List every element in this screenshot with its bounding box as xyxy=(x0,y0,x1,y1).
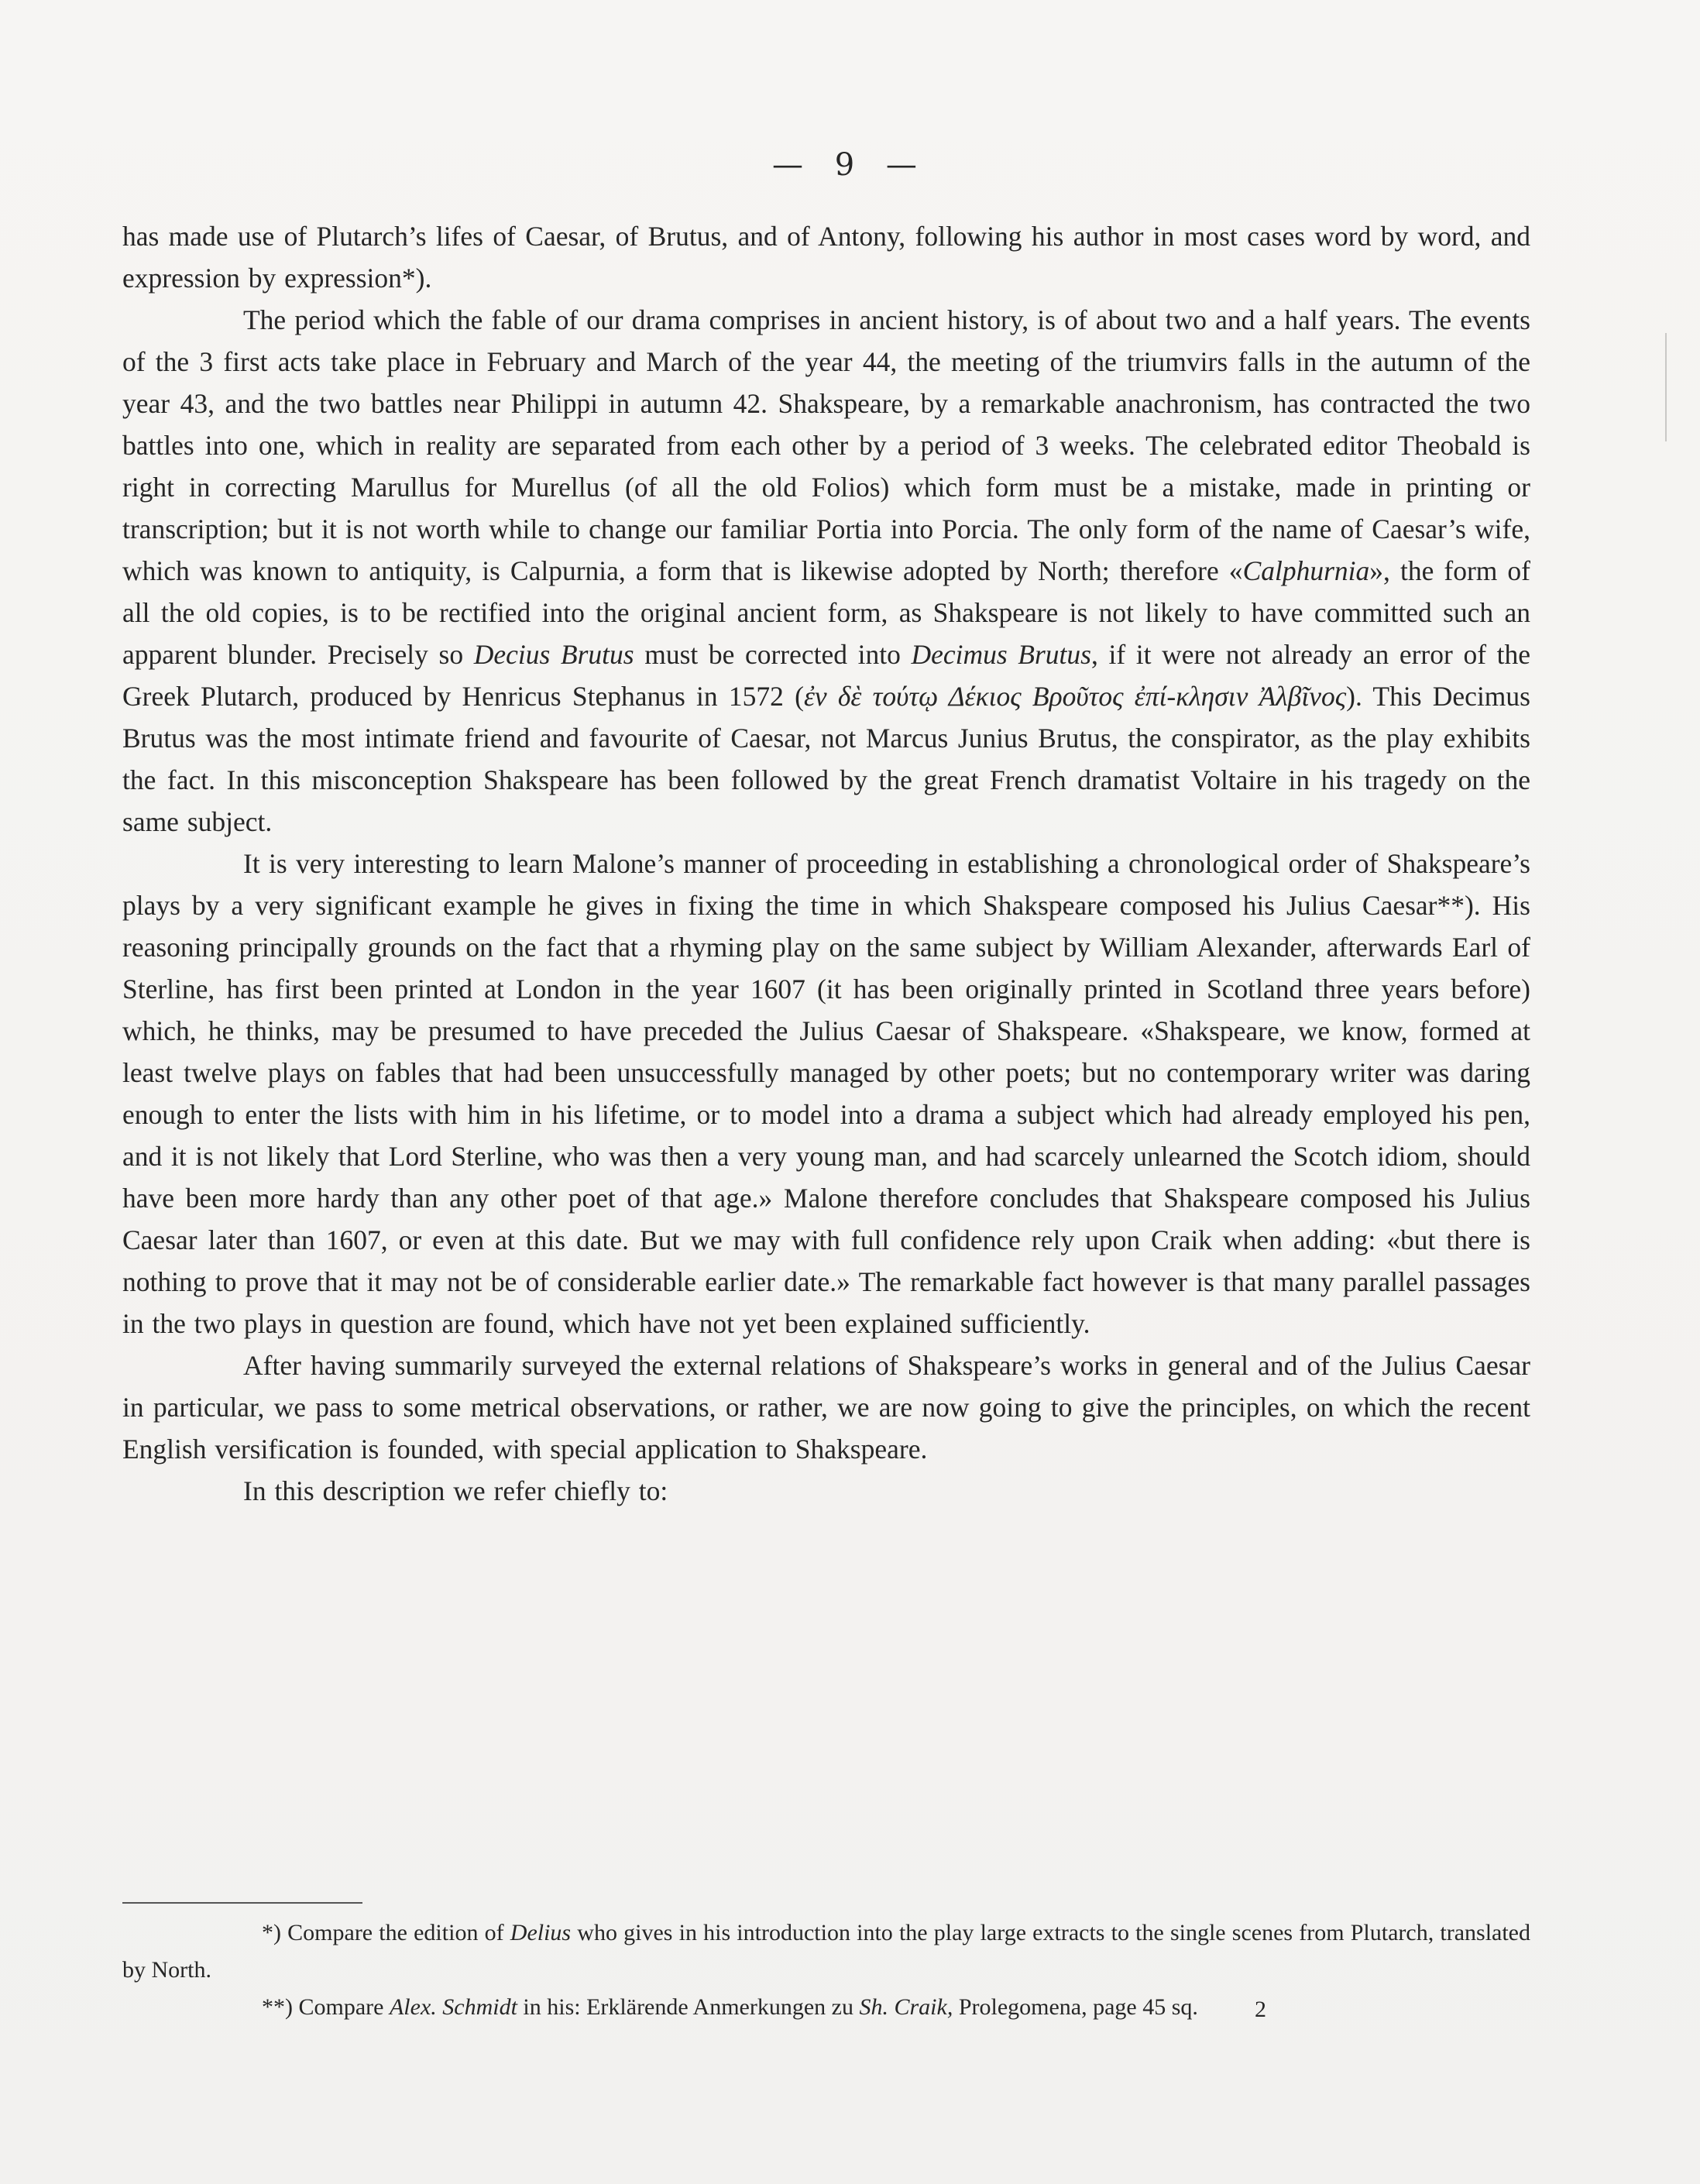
body-text xyxy=(122,215,1530,1512)
scan-artifact xyxy=(1665,333,1667,441)
text-run: Prolegomena, page 45 sq. xyxy=(953,1994,1198,2020)
text-run: , if it were not already an error of the Greek Plutarch, produced by Henricus Stephanus in 1572 ( xyxy=(122,639,1530,712)
text-run: who gives in his introduction into the play large extracts to the single scenes from Plutarch, translated by North. xyxy=(122,1920,1531,1983)
page-number: — 9 — xyxy=(772,147,928,183)
text-run: **) Compare xyxy=(262,1994,390,2020)
italic-text: Calphurnia xyxy=(1242,555,1370,586)
footnote xyxy=(122,1989,1530,2026)
paragraph xyxy=(122,1470,1530,1512)
text-run: must be corrected into xyxy=(634,639,912,670)
italic-text: Delius xyxy=(510,1920,572,1945)
text-run: The period which the fable of our drama comprises in ancient history, is of about two and a half years. The events of the 3 first acts take place in February and March of the year 44, the meeting of the triumvirs falls in the autumn of the year 43, and the two battles near Philippi in autumn 42. Shakspeare, by a remarkable anachronism, has contracted the two battles into one, which in reality are separated from each other by a period of 3 weeks. The celebrated editor Theobald is right in correcting Marullus for Murellus (of all the old Folios) which form must be a mistake, made in printing or transcription; but it is not worth while to change our familiar Portia into Porcia. The only form of the name of Caesar’s wife, which was known to antiquity, is Calpurnia, a form that is likewise adopted by North; therefore « xyxy=(122,304,1530,586)
italic-text: Decimus Brutus xyxy=(911,639,1091,670)
footnotes xyxy=(122,1914,1530,2026)
text-run: After having summarily surveyed the external relations of Shakspeare’s works in general and of the Julius Caesar in particular, we pass to some metrical observations, or rather, we are now going to give the principles, on which the recent English versification is founded, with special application to Shakspeare. xyxy=(122,1350,1530,1465)
paragraph xyxy=(122,1344,1530,1470)
text-run: has made use of Plutarch’s lifes of Caesar, of Brutus, and of Antony, following his author in most cases word by word, and expression by expression*). xyxy=(122,221,1530,294)
text-run: It is very interesting to learn Malone’s manner of proceeding in establishing a chronological order of Shakspeare’s plays by a very significant example he gives in fixing the time in which Shakspeare composed his Julius Caesar**). His reasoning principally grounds on the fact that a rhyming play on the same subject by William Alexander, afterwards Earl of Sterline, has first been printed at London in the year 1607 (it has been originally printed in Scotland three years before) which, he thinks, may be presumed to have preceded the Julius Caesar of Shakspeare. «Shakspeare, we know, formed at least twelve plays on fables that had been unsuccessfully managed by other poets; but no contemporary writer was daring enough to enter the lists with him in his lifetime, or to model into a drama a subject which had already employed his pen, and it is not likely that Lord Sterline, who was then a very young man, and had scarcely unlearned the Scotch idiom, should have been more hardy than any other poet of that age.» Malone therefore concludes that Shakspeare composed his Julius Caesar later than 1607, or even at this date. But we may with full confidence rely upon Craik when adding: «but there is nothing to prove that it may not be of considerable earlier date.» The remarkable fact however is that many parallel passages in the two plays in question are found, which have not yet been explained sufficiently. xyxy=(122,848,1530,1339)
signature-mark: 2 xyxy=(1255,1997,1266,2022)
text-run: in his: Erklärende Anmerkungen zu xyxy=(517,1994,860,2020)
footnote-rule xyxy=(122,1902,362,1904)
italic-text: ἐν δὲ τούτῳ Δέκιος Βροῦτος ἐπί-κλησιν Ἀλβῖνος xyxy=(803,681,1347,712)
paragraph xyxy=(122,843,1530,1344)
text-run: ). This Decimus Brutus was the most intimate friend and favourite of Caesar, not Marcus Junius Brutus, the conspirator, as the play exhibits the fact. In this misconception Shakspeare has been followed by the great French dramatist Voltaire in his tragedy on the same subject. xyxy=(122,681,1530,837)
italic-text: Sh. Craik, xyxy=(859,1994,953,2020)
footnote xyxy=(122,1914,1530,1989)
italic-text: Alex. Schmidt xyxy=(389,1994,517,2020)
paragraph xyxy=(122,215,1530,299)
text-run: », the form of all the old copies, is to be rectified into the original ancient form, as Shakspeare is not likely to have committed such an apparent blunder. Precisely so xyxy=(122,555,1530,670)
text-run: In this description we refer chiefly to: xyxy=(243,1475,668,1506)
italic-text: Decius Brutus xyxy=(473,639,634,670)
paragraph xyxy=(122,299,1530,843)
text-run: *) Compare the edition of xyxy=(262,1920,510,1945)
